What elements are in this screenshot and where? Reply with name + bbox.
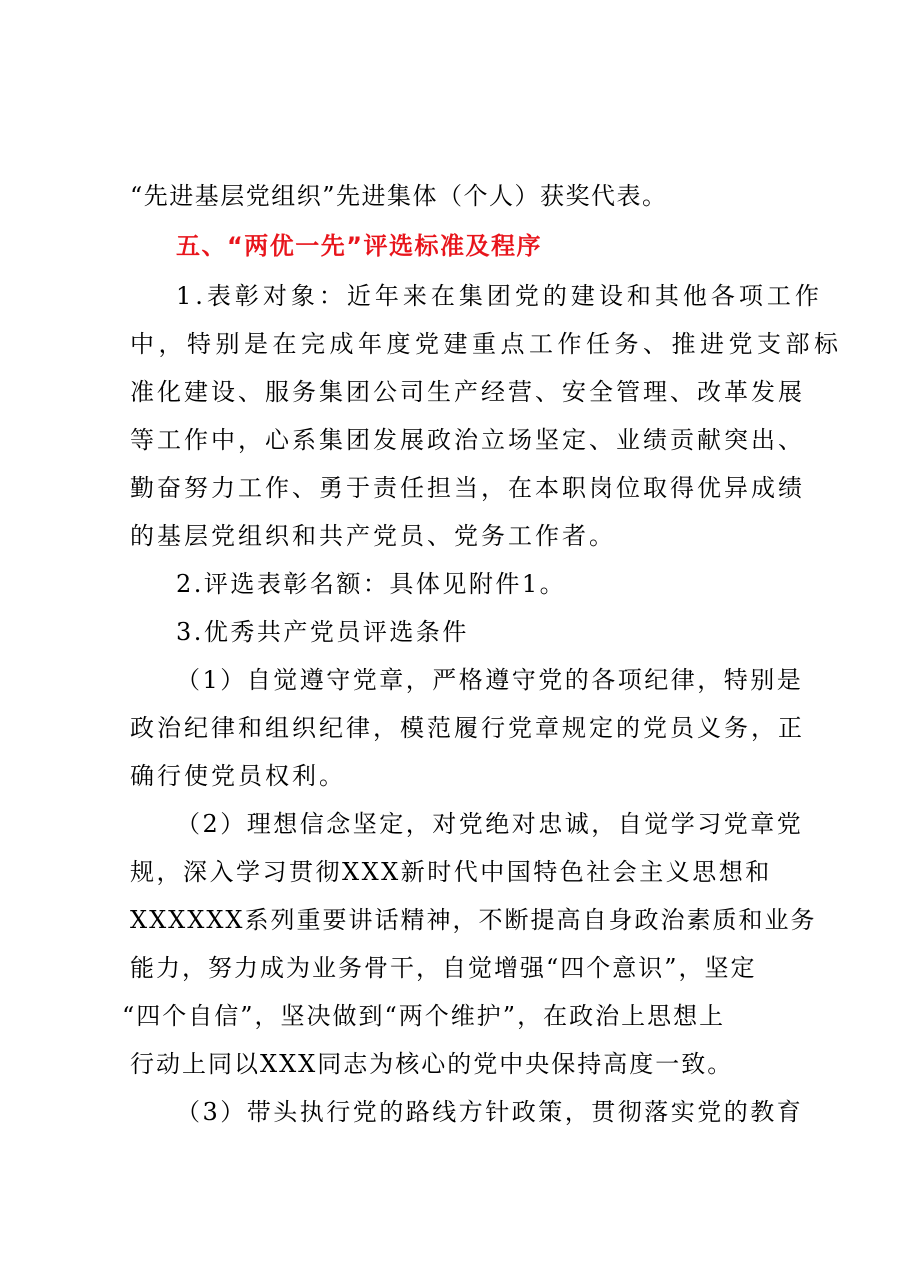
text-line-7: 勤奋努力工作、勇于责任担当，在本职岗位取得优异成绩 [130,474,805,502]
text-line-17: 能力，努力成为业务骨干，自觉增强“四个意识”，坚定 [130,954,757,982]
text-line-4: 中，特别是在完成年度党建重点工作任务、推进党支部标 [130,330,843,358]
text-line-18: “四个自信”，坚决做到“两个维护”，在政治上思想上 [122,1002,726,1030]
text-line-19: 行动上同以XXX同志为核心的党中央保持高度一致。 [130,1050,734,1078]
text-line-14: （2）理想信念坚定，对党绝对忠诚，自觉学习党章党 [176,810,804,838]
text-line-11: （1）自觉遵守党章，严格遵守党的各项纪律，特别是 [176,666,804,694]
text-line-16: XXXXXX系列重要讲话精神，不断提高自身政治素质和业务 [130,906,817,934]
text-line-1: “先进基层党组织”先进集体（个人）获奖代表。 [130,182,668,210]
text-line-5: 准化建设、服务集团公司生产经营、安全管理、改革发展 [130,378,805,406]
text-line-12: 政治纪律和组织纪律，模范履行党章规定的党员义务，正 [130,714,805,742]
text-line-10: 3.优秀共产党员评选条件 [176,618,469,646]
text-line-20: （3）带头执行党的路线方针政策，贯彻落实党的教育 [176,1098,804,1126]
text-line-3: 1.表彰对象：近年来在集团党的建设和其他各项工作 [176,282,823,310]
text-line-9: 2.评选表彰名额：具体见附件1。 [176,570,567,598]
text-line-15: 规，深入学习贯彻XXX新时代中国特色社会主义思想和 [130,858,772,886]
text-line-13: 确行使党员权利。 [130,762,346,790]
section-heading: 五、“两优一先”评选标准及程序 [176,232,543,260]
text-line-6: 等工作中，心系集团发展政治立场坚定、业绩贡献突出、 [130,426,805,454]
text-line-8: 的基层党组织和共产党员、党务工作者。 [130,522,616,550]
